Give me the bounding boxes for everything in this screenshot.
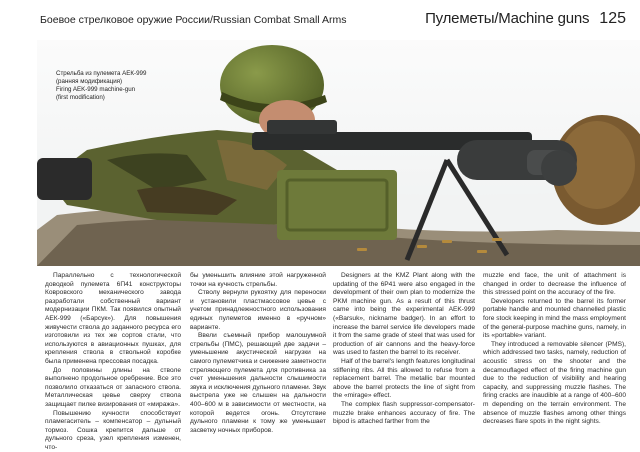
text-column-en-2 bbox=[483, 272, 626, 427]
text-column-ru-2 bbox=[190, 272, 326, 435]
paragraph: До половины длины на стволе выполнено продольное оребрение. Все это позволило отказаться от запасного ствола. Металлическая цевье сверху ствола защищает пилке визирования от «миража». bbox=[45, 366, 181, 408]
paragraph: They introduced a removable silencer (PMS), which addressed two tasks, namely, reduction of acoustic stress on the shooter and the decamouflaged effect of the firing machine gun due to the reduction of visibility and hearing capacity, and suppressing muzzle flashes. The firing cracks are inaudible at a range of 400–600 m depending on the terrain environment. The absence of muzzle flashes among other things decreases flare spots in the night sights. bbox=[483, 340, 626, 426]
paragraph: Повышению кучности способствует пламегаситель – компенсатор – дульный тормоз. Сошка крепится дальше от дульного среза, узел крепления изменен, что- bbox=[45, 409, 181, 451]
caption-line: (first modification) bbox=[56, 94, 105, 101]
section-title: Пулеметы/Machine guns bbox=[425, 10, 590, 27]
paragraph: Параллельно с технологической доводкой пулемета 6П41 конструкторы Ковровского механического завода разработали собственный вариант модернизации ПКМ. Так появился опытный АЕК-999 («Барсук»). Для повышения живучести ствола до заданного ресурса его изготовили из тех же сортов стали, что используются в авиационных пушках, для крепления ствола в ствольной коробке была применена прессовая посадка. bbox=[45, 272, 181, 365]
paragraph: Ввели съемный прибор малошумной стрельбы (ПМС), решающий две задачи – уменьшение акустической нагрузки на самого пулеметчика и снижение заметности стреляющего пулемета для противника за счет уменьшения дальности слышимости звука и исключения дульного пламени. Звук выстрела уже не слышен на дальности 400–600 м в зависимости от местности, на которой ведется огонь. Отсутствие дульного пламени к тому же уменьшает засветку ночных приборов. bbox=[190, 332, 326, 434]
paragraph: muzzle end face, the unit of attachment is changed in order to decrease the influence of this stressed point on the accuracy of the fire. bbox=[483, 272, 626, 297]
paragraph: Half of the barrel's length features longitudinal stiffening ribs. All this allowed to refuse from a replacement barrel. The metallic bar mounted above the barrel protects the line of sight from the «mirage» effect. bbox=[333, 357, 475, 400]
page-number: 125 bbox=[599, 10, 626, 27]
paragraph: бы уменьшить влияние этой нагруженной точки на кучность стрельбы. bbox=[190, 272, 326, 288]
text-column-ru-1 bbox=[45, 272, 181, 452]
paragraph: Designers at the KMZ Plant along with the updating of the 6P41 were also engaged in the development of their own plan to modernize the PKM machine gun. As a result of this thrust came into being the experimental AEK-999 («Barsuk», nickname badger). In an effort to increase the barrel service life developers made it from the same grade of steel that was used for production of air cannons and the heavy-force was used to fasten the barrel to its receiver. bbox=[333, 272, 475, 357]
running-header-left: Боевое стрелковое оружие России/Russian Combat Small Arms bbox=[40, 14, 347, 26]
paragraph: Developers returned to the barrel its former portable handle and mounted channelled plastic fore stock keeping in mind the mass employment of the general-purpose machine guns, namely, in its «portable» variant. bbox=[483, 297, 626, 340]
caption-line: Firing AEK-999 machine-gun bbox=[56, 86, 136, 93]
caption-line: (ранняя модификация) bbox=[56, 78, 123, 85]
running-header-right bbox=[425, 10, 626, 28]
paragraph: Стволу вернули рукоятку для переноски и установили пластмассовое цевье с учетом принадлежностного использования единых пулеметов именно в «ручном» варианте. bbox=[190, 289, 326, 331]
text-column-en-1 bbox=[333, 272, 475, 427]
photo-caption bbox=[56, 70, 156, 102]
paragraph: The complex flash suppressor-compensator-muzzle brake enhances accuracy of fire. The bipod is attached farther from the bbox=[333, 400, 475, 426]
caption-line: Стрельба из пулемета АЕК-999 bbox=[56, 70, 147, 77]
